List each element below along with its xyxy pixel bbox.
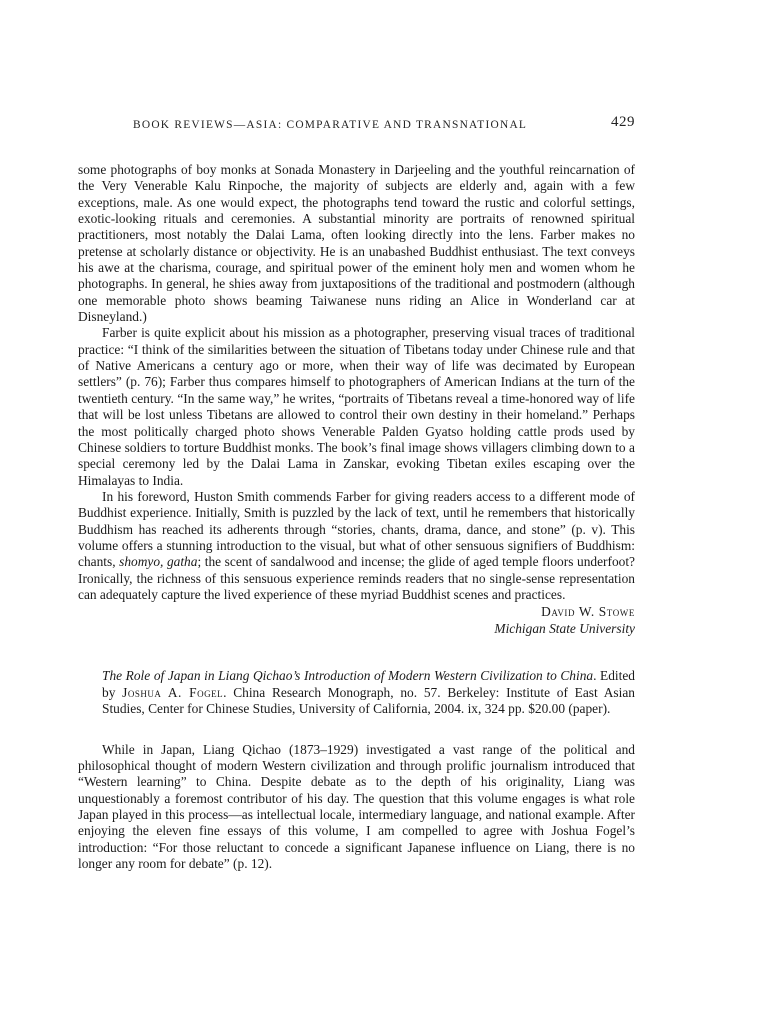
review-1-paragraph-2: Farber is quite explicit about his mission as a photographer, preserving visual traces of traditional practice: “I think of the similarities between the situation of Tibetans today under Chinese rule and that of Native Americans a century ago or more, when their way of life was decimated by European settlers” (p. 76); Farber thus compares himself to photographers of American Indians at the turn of the twentieth century. “In the same way,” he writes, “portraits of Tibetans reveal a time-honored way of life that will be lost unless Tibetans are allowed to control their own destiny in their homeland.” Perhaps the most politically charged photo shows Venerable Palden Gyatso holding cattle prods used by Chinese soldiers to torture Buddhist monks. The book’s final image shows villagers climbing down to a special ceremony led by the Dalai Lama in Zanskar, evoking Tibetan exiles escaping over the Himalayas to India.: [78, 325, 635, 488]
review-2-citation: [78, 668, 635, 717]
book-editor: Joshua A. Fogel: [122, 684, 224, 700]
review-2-paragraph-1: While in Japan, Liang Qichao (1873–1929) investigated a vast range of the political and philosophical thought of modern Western civilization and through prolific journalism introduced that “Western learning” to China. Despite debate as to the depth of his originality, Liang was unquestionably a foremost contributor of his day. The question that this volume engages is what role Japan played in this process—as intellectual locale, intermediary language, and national example. After enjoying the eleven fine essays of this volume, I am compelled to agree with Joshua Fogel’s introduction: “For those reluctant to concede a significant Japanese influence on Liang, there is no longer any room for debate” (p. 12).: [78, 741, 635, 871]
review-1-paragraph-1: some photographs of boy monks at Sonada Monastery in Darjeeling and the youthful reincarnation of the Very Venerable Kalu Rinpoche, the majority of subjects are elderly and, again with a few exceptions, male. As one would expect, the photographs tend toward the rustic and colorful settings, exotic-looking rituals and ceremonies. A substantial minority are portraits of renowned spiritual practitioners, most notably the Dalai Lama, often looking directly into the lens. Farber makes no pretense at scholarly distance or objectivity. He is an unabashed Buddhist enthusiast. The text conveys his awe at the charisma, courage, and spiritual power of the eminent holy men and women whom he photographs. In general, he shies away from juxtapositions of the traditional and postmodern (although one memorable photo shows beaming Taiwanese nuns riding an Alice in Wonderland car at Disneyland.): [78, 162, 635, 325]
running-header: [78, 112, 635, 136]
book-title: The Role of Japan in Liang Qichao’s Introduction of Modern Western Civilization to China: [102, 668, 594, 684]
paragraph-3-italic-terms: shomyo, gatha: [119, 554, 198, 570]
running-title: BOOK REVIEWS—ASIA: COMPARATIVE AND TRANSNATIONAL: [133, 119, 528, 131]
paragraph-3-text-b: ; the scent of sandalwood and incense; the glide of aged temple floors underfoot? Ironically, the richness of this sensuous experience reminds readers that no single-sense representation can adequately capture the lived experience of these myriad Buddhist scenes and practices.: [78, 554, 635, 602]
review-2: [78, 742, 635, 873]
document-page: [78, 112, 635, 992]
paragraph-3-text-a: In his foreword, Huston Smith commends Farber for giving readers access to a different mode of Buddhist experience. Initially, Smith is puzzled by the lack of text, until he remembers that historically Buddhism has reached its adherents through “stories, chants, drama, dance, and stone” (p. v). This volume offers a stunning introduction to the visual, but what of other sensuous signifiers of Buddhism: chants,: [78, 488, 635, 570]
review-1-signature: [78, 604, 635, 637]
reviewer-affiliation: Michigan State University: [494, 620, 635, 636]
reviewer-name: David W. Stowe: [541, 604, 635, 620]
page-number: 429: [611, 114, 635, 130]
review-1-paragraph-3: [78, 489, 635, 603]
review-1: [78, 162, 635, 637]
edited-by-text: . Edited by: [102, 668, 636, 700]
publication-details: . China Research Monograph, no. 57. Berkeley: Institute of East Asian Studies, Center for Chinese Studies, University of California, 2004. ix, 324 pp. $20.00 (paper).: [102, 684, 635, 717]
